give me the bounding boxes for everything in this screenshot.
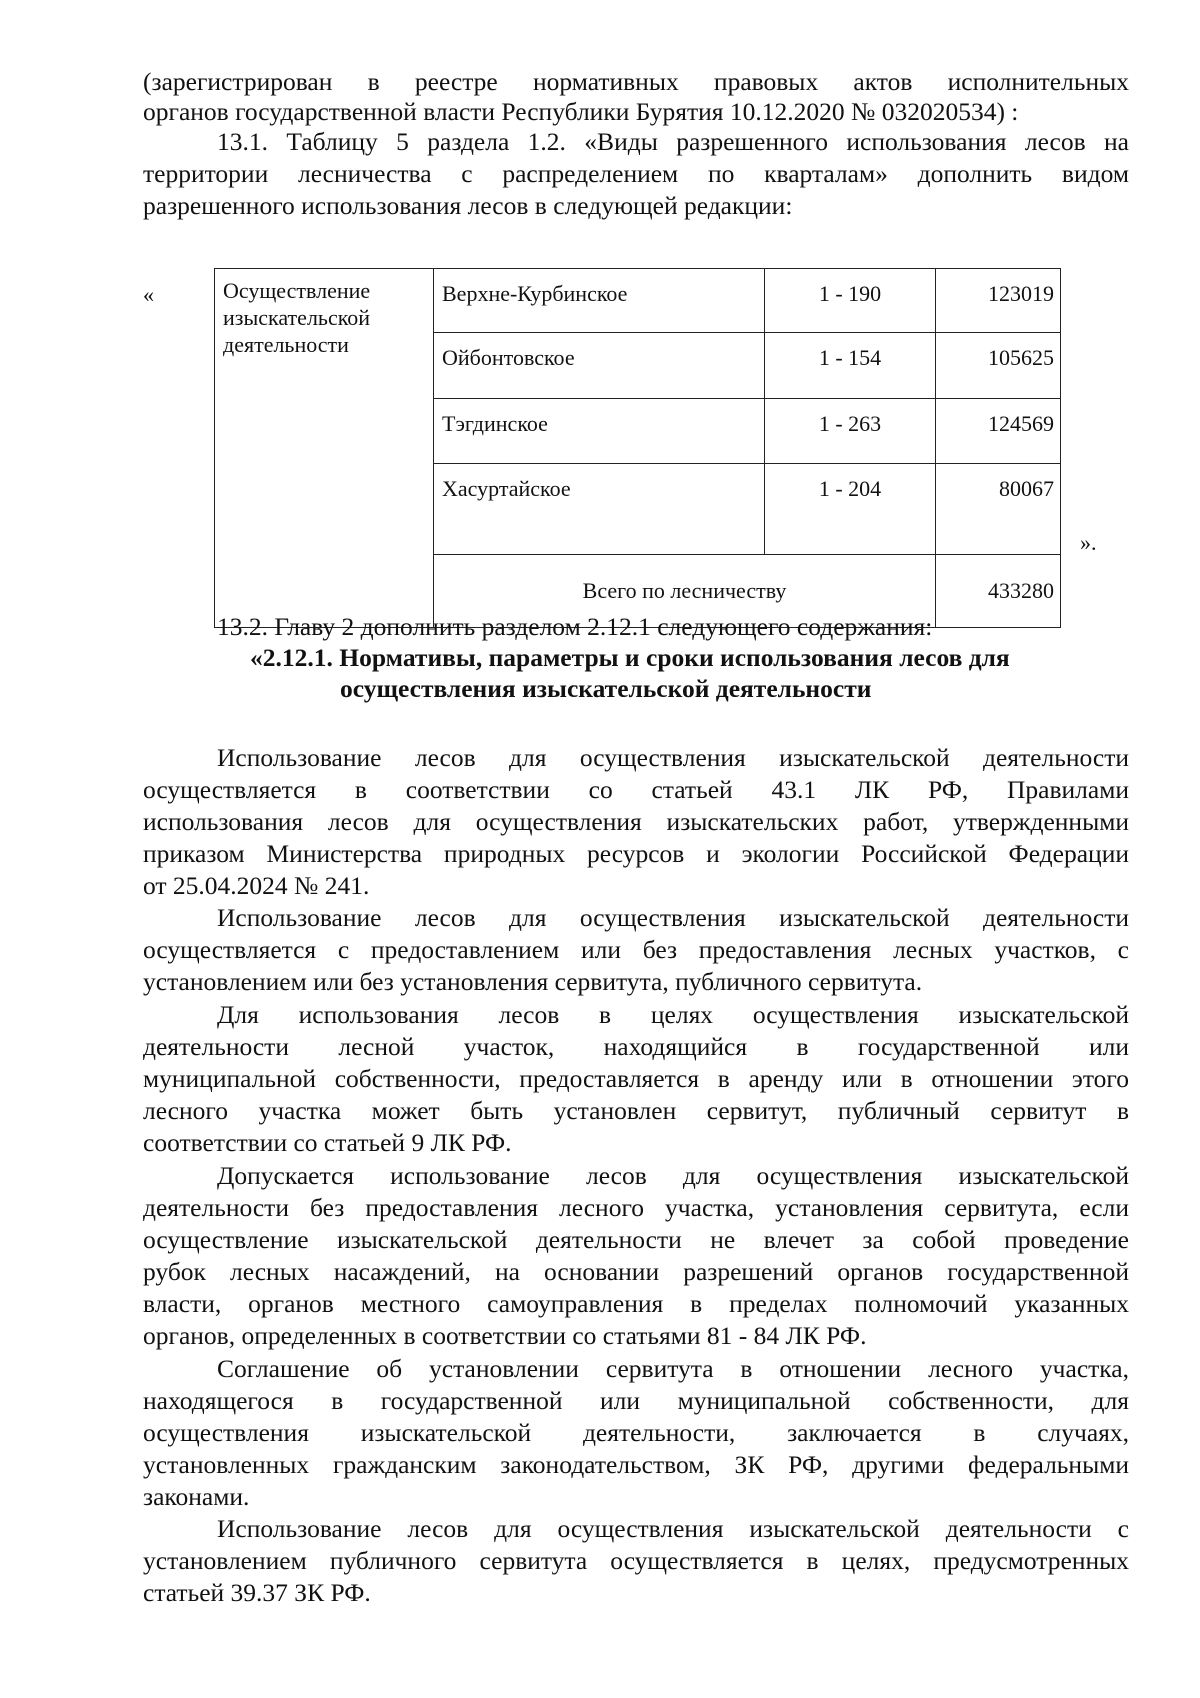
p1-line-2: осуществляется в соответствии со статьей 43.1 ЛК РФ, Правилами	[143, 775, 1129, 804]
p3-line-2: деятельности лесной участок, находящийся в государственной или	[143, 1032, 1129, 1061]
forestry-name-cell: Ойбонтовское	[434, 333, 765, 399]
p4-line-1: Допускается использование лесов для осуществления изыскательской	[217, 1161, 1129, 1190]
p1-line-3: использования лесов для осуществления изыскательских работ, утвержденными	[143, 807, 1129, 836]
forestry-name-cell: Тэгдинское	[434, 399, 765, 464]
usage-type-cell: Осуществление изыскательской деятельности	[215, 269, 434, 628]
p5-line-2: находящегося в государственной или муниципальной собственности, для	[143, 1386, 1129, 1415]
table-row	[215, 269, 1061, 333]
p6-line-1: Использование лесов для осуществления изыскательской деятельности с	[217, 1514, 1129, 1543]
area-cell: 105625	[936, 333, 1061, 399]
item-13-1-line-2: территории лесничества с распределением по кварталам» дополнить видом	[143, 159, 1129, 188]
section-heading-line-2: осуществления изыскательской деятельности	[340, 674, 872, 703]
table-open-quote: «	[143, 282, 154, 307]
p5-line-5: законами.	[143, 1482, 250, 1511]
item-13-1-line-1: 13.1. Таблицу 5 раздела 1.2. «Виды разрешенного использования лесов на	[217, 127, 1129, 156]
p4-line-4: рубок лесных насаждений, на основании разрешений органов государственной	[143, 1257, 1129, 1286]
quarters-cell: 1 - 263	[765, 399, 936, 464]
p2-line-1: Использование лесов для осуществления изыскательской деятельности	[217, 903, 1129, 932]
quarters-cell: 1 - 190	[765, 269, 936, 333]
p3-line-3: муниципальной собственности, предоставляется в аренду или в отношении этого	[143, 1064, 1129, 1093]
p4-line-3: осуществление изыскательской деятельности не влечет за собой проведение	[143, 1225, 1129, 1254]
intro-line-2: органов государственной власти Республики Бурятия 10.12.2020 № 032020534) :	[143, 97, 1019, 126]
p2-line-2: осуществляется с предоставлением или без предоставления лесных участков, с	[143, 935, 1129, 964]
p6-line-3: статьей 39.37 ЗК РФ.	[143, 1578, 371, 1607]
p4-line-2: деятельности без предоставления лесного участка, установления сервитута, если	[143, 1193, 1129, 1222]
p2-line-3: установлением или без установления сервитута, публичного сервитута.	[143, 967, 923, 996]
p1-line-4: приказом Министерства природных ресурсов и экологии Российской Федерации	[143, 839, 1129, 868]
p5-line-3: осуществления изыскательской деятельности, заключается в случаях,	[143, 1418, 1129, 1447]
p6-line-2: установлением публичного сервитута осуществляется в целях, предусмотренных	[143, 1546, 1129, 1575]
p3-line-4: лесного участка может быть установлен сервитут, публичный сервитут в	[143, 1096, 1129, 1125]
forestry-name-cell: Верхне-Курбинское	[434, 269, 765, 333]
table-close-quote: ».	[1080, 530, 1097, 555]
area-cell: 80067	[936, 464, 1061, 555]
intro-line-1: (зарегистрирован в реестре нормативных правовых актов исполнительных	[143, 67, 1129, 96]
forest-usage-table	[214, 268, 1061, 628]
p5-line-1: Соглашение об установлении сервитута в отношении лесного участка,	[217, 1354, 1129, 1383]
p5-line-4: установленных гражданским законодательством, ЗК РФ, другими федеральными	[143, 1450, 1129, 1479]
p3-line-5: соответствии со статьей 9 ЛК РФ.	[143, 1128, 512, 1157]
item-13-2-line: 13.2. Главу 2 дополнить разделом 2.12.1 следующего содержания:	[217, 612, 933, 641]
forestry-name-cell: Хасуртайское	[434, 464, 765, 555]
section-heading-line-1: «2.12.1. Нормативы, параметры и сроки использования лесов для	[250, 643, 1010, 672]
total-value-cell: 433280	[936, 555, 1061, 628]
p3-line-1: Для использования лесов в целях осуществления изыскательской	[217, 1000, 1129, 1029]
p4-line-6: органов, определенных в соответствии со статьями 81 - 84 ЛК РФ.	[143, 1321, 867, 1350]
quarters-cell: 1 - 204	[765, 464, 936, 555]
item-13-1-line-3: разрешенного использования лесов в следующей редакции:	[143, 191, 793, 220]
area-cell: 124569	[936, 399, 1061, 464]
quarters-cell: 1 - 154	[765, 333, 936, 399]
p1-line-5: от 25.04.2024 № 241.	[143, 871, 370, 900]
total-label-cell: Всего по лесничеству	[434, 555, 936, 628]
area-cell: 123019	[936, 269, 1061, 333]
p4-line-5: власти, органов местного самоуправления в пределах полномочий указанных	[143, 1289, 1129, 1318]
p1-line-1: Использование лесов для осуществления изыскательской деятельности	[217, 743, 1129, 772]
